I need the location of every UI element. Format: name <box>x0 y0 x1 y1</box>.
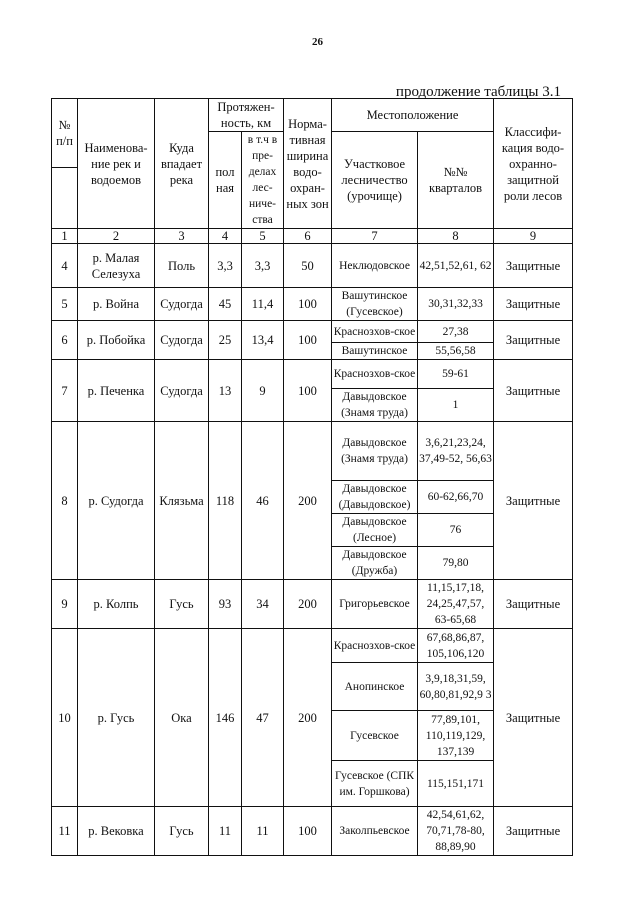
table-row <box>52 580 573 629</box>
quarter-numbers: 55,56,58 <box>418 343 494 360</box>
river-name: р. Колпь <box>78 580 155 629</box>
length-total: 25 <box>209 321 242 360</box>
length-within: 11,4 <box>242 288 284 321</box>
length-within: 11 <box>242 807 284 856</box>
forestry-name: Гусевское <box>332 711 418 761</box>
length-total: 45 <box>209 288 242 321</box>
quarter-numbers: 60-62,66,70 <box>418 481 494 514</box>
row-number: 9 <box>52 580 78 629</box>
column-number-row <box>52 229 573 244</box>
table-row <box>52 422 573 481</box>
table-continuation-label: продолжение таблицы 3.1 <box>395 84 561 100</box>
quarter-numbers: 3,9,18,31,59, 60,80,81,92,9 3 <box>418 663 494 711</box>
forestry-name: Григорьевское <box>332 580 418 629</box>
header-length-total: пол ная <box>209 132 242 229</box>
page-number: 26 <box>312 36 323 48</box>
length-within: 9 <box>242 360 284 422</box>
column-number: 8 <box>418 229 494 244</box>
table-row <box>52 629 573 663</box>
table-row <box>52 244 573 288</box>
row-number: 6 <box>52 321 78 360</box>
forestry-name: Анопинское <box>332 663 418 711</box>
river-name: р. Побойка <box>78 321 155 360</box>
quarter-numbers: 30,31,32,33 <box>418 288 494 321</box>
quarter-numbers: 42,51,52,61, 62 <box>418 244 494 288</box>
quarter-numbers: 11,15,17,18, 24,25,47,57, 63-65,68 <box>418 580 494 629</box>
river-outlet: Ока <box>155 629 209 807</box>
river-outlet: Поль <box>155 244 209 288</box>
river-name: р. Вековка <box>78 807 155 856</box>
column-number: 5 <box>242 229 284 244</box>
length-total: 93 <box>209 580 242 629</box>
water-protection-table <box>51 98 573 856</box>
row-number: 7 <box>52 360 78 422</box>
forestry-name: Давыдовское (Дружба) <box>332 547 418 580</box>
classification: Защитные <box>494 580 573 629</box>
river-outlet: Клязьма <box>155 422 209 580</box>
norm-width: 200 <box>284 580 332 629</box>
norm-width: 50 <box>284 244 332 288</box>
river-name: р. Гусь <box>78 629 155 807</box>
length-total: 146 <box>209 629 242 807</box>
table-row <box>52 321 573 343</box>
column-number: 1 <box>52 229 78 244</box>
forestry-name: Давыдовское (Знамя труда) <box>332 422 418 481</box>
forestry-name: Вашутинское <box>332 343 418 360</box>
header-length-within: в т.ч в пре-делах лес-ниче-ства <box>242 132 284 229</box>
header-num: № п/п <box>52 99 78 168</box>
norm-width: 100 <box>284 321 332 360</box>
quarter-numbers: 59-61 <box>418 360 494 389</box>
length-total: 11 <box>209 807 242 856</box>
classification: Защитные <box>494 629 573 807</box>
column-number: 9 <box>494 229 573 244</box>
column-number: 3 <box>155 229 209 244</box>
row-number: 5 <box>52 288 78 321</box>
quarter-numbers: 27,38 <box>418 321 494 343</box>
classification: Защитные <box>494 244 573 288</box>
classification: Защитные <box>494 321 573 360</box>
river-name: р. Судогда <box>78 422 155 580</box>
river-outlet: Гусь <box>155 807 209 856</box>
row-number: 8 <box>52 422 78 580</box>
quarter-numbers: 77,89,101, 110,119,129, 137,139 <box>418 711 494 761</box>
quarter-numbers: 1 <box>418 389 494 422</box>
forestry-name: Гусевское (СПК им. Горшкова) <box>332 761 418 807</box>
forestry-name: Давыдовское (Знамя труда) <box>332 389 418 422</box>
quarter-numbers: 42,54,61,62, 70,71,78-80, 88,89,90 <box>418 807 494 856</box>
row-number: 11 <box>52 807 78 856</box>
header-classification: Классифи-кация водо-охранно-защитной роли лесов <box>494 99 573 229</box>
header-row-1 <box>52 99 573 132</box>
table-row <box>52 807 573 856</box>
river-name: р. Война <box>78 288 155 321</box>
header-quarters: №№ кварталов <box>418 132 494 229</box>
norm-width: 200 <box>284 422 332 580</box>
length-total: 3,3 <box>209 244 242 288</box>
table-row <box>52 360 573 389</box>
classification: Защитные <box>494 807 573 856</box>
header-norm-width: Норма-тивная ширина водо-охран-ных зон <box>284 99 332 229</box>
forestry-name: Вашутинское (Гусевское) <box>332 288 418 321</box>
norm-width: 100 <box>284 288 332 321</box>
length-within: 46 <box>242 422 284 580</box>
length-within: 34 <box>242 580 284 629</box>
forestry-name: Краснозхов-ское <box>332 629 418 663</box>
table-row <box>52 288 573 321</box>
column-number: 7 <box>332 229 418 244</box>
length-within: 47 <box>242 629 284 807</box>
header-name: Наименова-ние рек и водоемов <box>78 99 155 229</box>
header-length-group: Протяжен-ность, км <box>209 99 284 132</box>
forestry-name: Неклюдовское <box>332 244 418 288</box>
forestry-name: Давыдовское (Лесное) <box>332 514 418 547</box>
river-outlet: Судогда <box>155 321 209 360</box>
quarter-numbers: 76 <box>418 514 494 547</box>
norm-width: 100 <box>284 807 332 856</box>
norm-width: 100 <box>284 360 332 422</box>
quarter-numbers: 115,151,171 <box>418 761 494 807</box>
length-within: 13,4 <box>242 321 284 360</box>
length-total: 118 <box>209 422 242 580</box>
header-num-spacer <box>52 168 78 229</box>
header-outlet: Куда впадает река <box>155 99 209 229</box>
forestry-name: Заколпьевское <box>332 807 418 856</box>
quarter-numbers: 79,80 <box>418 547 494 580</box>
header-forestry: Участковое лесничество (урочище) <box>332 132 418 229</box>
length-within: 3,3 <box>242 244 284 288</box>
quarter-numbers: 3,6,21,23,24, 37,49-52, 56,63 <box>418 422 494 481</box>
length-total: 13 <box>209 360 242 422</box>
classification: Защитные <box>494 422 573 580</box>
river-name: р. Малая Селезуха <box>78 244 155 288</box>
river-outlet: Судогда <box>155 360 209 422</box>
column-number: 6 <box>284 229 332 244</box>
river-outlet: Судогда <box>155 288 209 321</box>
norm-width: 200 <box>284 629 332 807</box>
row-number: 4 <box>52 244 78 288</box>
column-number: 2 <box>78 229 155 244</box>
header-location-group: Местоположение <box>332 99 494 132</box>
column-number: 4 <box>209 229 242 244</box>
forestry-name: Краснозхов-ское <box>332 321 418 343</box>
classification: Защитные <box>494 288 573 321</box>
river-outlet: Гусь <box>155 580 209 629</box>
forestry-name: Краснозхов-ское <box>332 360 418 389</box>
classification: Защитные <box>494 360 573 422</box>
forestry-name: Давыдовское (Давыдовское) <box>332 481 418 514</box>
quarter-numbers: 67,68,86,87, 105,106,120 <box>418 629 494 663</box>
row-number: 10 <box>52 629 78 807</box>
river-name: р. Печенка <box>78 360 155 422</box>
